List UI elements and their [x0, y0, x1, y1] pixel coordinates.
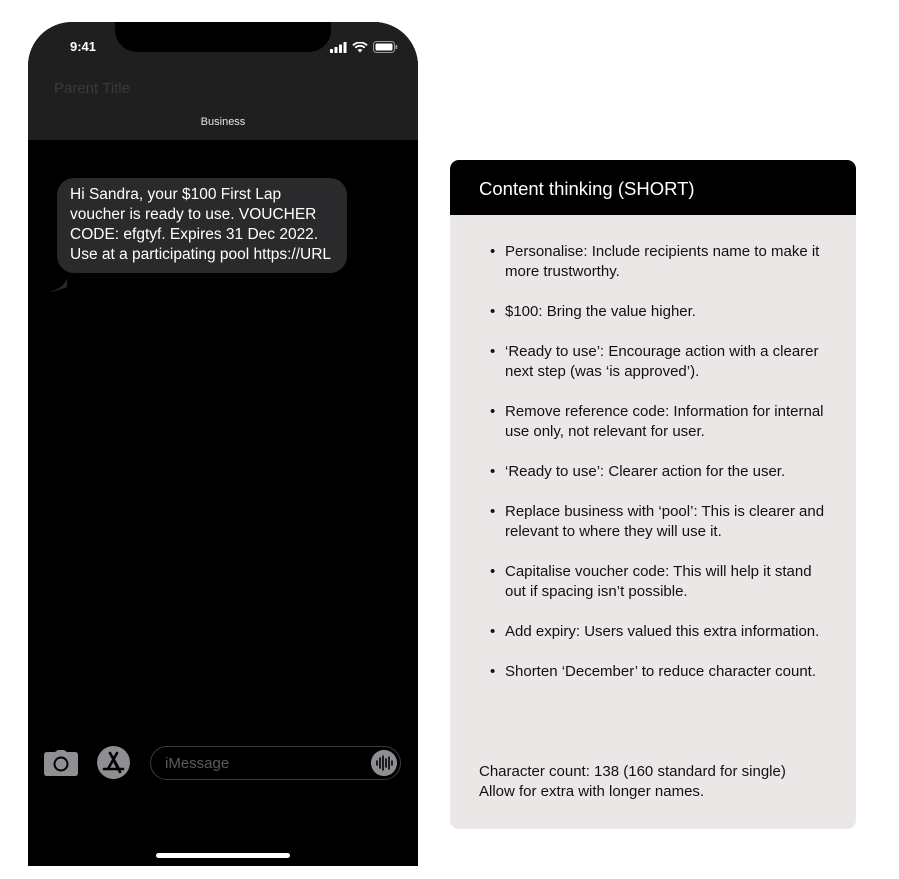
status-time: 9:41: [70, 39, 97, 54]
bubble-tail: [49, 278, 67, 292]
longer-names-line: Allow for extra with longer names.: [479, 783, 705, 800]
imessage-placeholder: iMessage: [165, 755, 230, 772]
contact-name[interactable]: Business: [200, 116, 246, 128]
status-icons: [330, 41, 398, 53]
home-indicator[interactable]: [156, 853, 290, 858]
note-item: • ‘Ready to use’: Clearer action for the user.: [505, 462, 835, 482]
note-item: • Capitalise voucher code: This will help it stand out if spacing isn’t possible.: [505, 562, 835, 602]
device-notch: [115, 22, 331, 52]
note-item: • Add expiry: Users valued this extra information.: [505, 622, 835, 642]
battery-icon: [373, 41, 398, 53]
note-item: • $100: Bring the value higher.: [505, 302, 835, 322]
note-item: • Replace business with ‘pool’: This is clearer and relevant to where they will use it.: [505, 502, 835, 542]
note-item: • Shorten ‘December’ to reduce character count.: [505, 662, 835, 682]
audio-waveform-icon[interactable]: [371, 750, 397, 776]
note-item: • Personalise: Include recipients name to make it more trustworthy.: [505, 242, 835, 282]
note-item: • ‘Ready to use’: Encourage action with a clearer next step (was ‘is approved’).: [505, 342, 835, 382]
cellular-signal-icon: [330, 42, 347, 53]
content-notes-card: [450, 160, 856, 829]
camera-icon[interactable]: [44, 750, 78, 776]
app-store-icon[interactable]: [97, 746, 130, 779]
notes-list: [505, 242, 835, 702]
character-count-note: [479, 762, 839, 802]
wifi-icon: [352, 42, 368, 53]
notes-header: [450, 160, 856, 215]
messages-header: [28, 22, 418, 140]
message-composer: [28, 746, 418, 780]
note-item: • Remove reference code: Information for internal use only, not relevant for user.: [505, 402, 835, 442]
notes-title: Content thinking (SHORT): [479, 178, 695, 199]
character-count-line: Character count: 138 (160 standard for single): [479, 763, 786, 780]
phone-screen: [28, 22, 418, 866]
imessage-input[interactable]: [150, 746, 401, 780]
parent-title[interactable]: Parent Title: [54, 80, 130, 97]
received-message-bubble[interactable]: Hi Sandra, your $100 First Lap voucher is ready to use. VOUCHER CODE: efgtyf. Expires 31 Dec 2022. Use at a participating pool https://URL: [57, 178, 347, 273]
